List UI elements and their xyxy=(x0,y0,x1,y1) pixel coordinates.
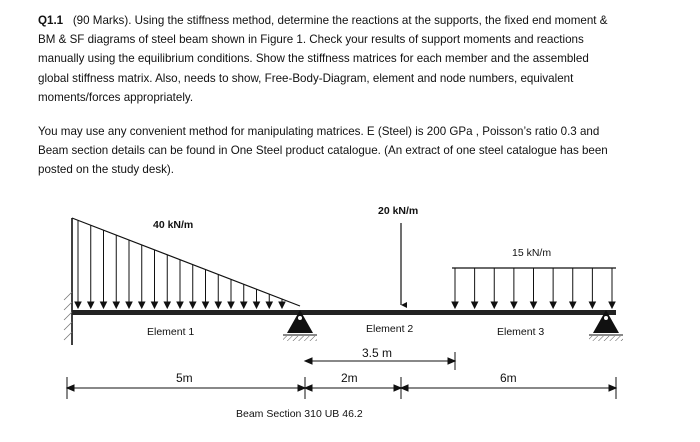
triangular-load-arrowhead xyxy=(215,302,221,308)
triangular-load xyxy=(72,218,300,308)
triangular-load-arrowhead xyxy=(190,302,196,308)
triangular-load-arrowhead xyxy=(152,302,158,308)
point-load-label: 20 kN/m xyxy=(378,205,419,217)
question-text-line: BM & SF diagrams of steel beam shown in Figure 1. Check your results of support moments and reactions xyxy=(38,33,584,47)
triangular-load-arrowhead xyxy=(88,302,94,308)
triangular-load-arrowhead xyxy=(126,302,132,308)
udl-load-label: 15 kN/m xyxy=(512,247,552,259)
element-3-label: Element 3 xyxy=(497,326,545,338)
steel-beam xyxy=(72,310,616,315)
udl-load-arrowhead xyxy=(531,302,537,308)
question-text-line: global stiffness matrix. Also, needs to show, Free-Body-Diagram, element and node numbers, equivalent xyxy=(38,71,574,85)
udl-load xyxy=(452,268,616,308)
triangular-load-arrowhead xyxy=(113,302,119,308)
triangular-load-arrowhead xyxy=(228,302,234,308)
triangular-load-arrowhead xyxy=(75,302,81,308)
triangular-load-arrowhead xyxy=(241,302,247,308)
udl-load-arrowhead xyxy=(491,302,497,308)
dimension-2m-label: 2m xyxy=(341,371,358,385)
udl-load-arrowhead xyxy=(511,302,517,308)
triangular-load-arrowhead xyxy=(139,302,145,308)
triangular-load-arrowhead xyxy=(279,302,285,308)
udl-load-arrowhead xyxy=(550,302,556,308)
instructions-text-line: Beam section details can be found in One Steel product catalogue. (An extract of one steel catalogue has been xyxy=(38,144,608,158)
question-text-line: manually using the equilibrium conditions. Show the stiffness matrices for each member and the assembled xyxy=(38,52,589,66)
wall-hatch xyxy=(64,292,72,340)
udl-load-arrowhead xyxy=(472,302,478,308)
instructions-text-line: posted on the study desk). xyxy=(38,163,174,177)
element-1-label: Element 1 xyxy=(147,326,195,338)
triangular-load-arrowhead xyxy=(254,302,260,308)
udl-load-arrowhead xyxy=(589,302,595,308)
instructions-text-line: You may use any convenient method for manipulating matrices. E (Steel) is 200 GPa , Poisson’s ratio 0.3 and xyxy=(38,125,600,138)
question-text-line: (90 Marks). Using the stiffness method, determine the reactions at the supports, the fixed end moment & xyxy=(72,14,608,27)
question-number: Q1.1 xyxy=(38,14,64,27)
dimension-5m-label: 5m xyxy=(176,371,193,385)
triangular-load-arrowhead xyxy=(266,302,272,308)
element-2-label: Element 2 xyxy=(366,323,414,335)
triangular-load-arrowhead xyxy=(177,302,183,308)
udl-load-arrowhead xyxy=(570,302,576,308)
triangular-load-label: 40 kN/m xyxy=(153,219,194,231)
dimension-3-5m-label: 3.5 m xyxy=(362,346,393,360)
triangular-load-arrowhead xyxy=(164,302,170,308)
udl-load-arrowhead xyxy=(452,302,458,308)
dimension-6m-label: 6m xyxy=(500,371,517,385)
triangular-load-arrowhead xyxy=(203,302,209,308)
udl-load-arrowhead xyxy=(609,302,615,308)
question-text-line: moments/forces appropriately. xyxy=(38,90,194,104)
triangular-load-arrowhead xyxy=(101,302,107,308)
triangular-load-outline xyxy=(72,218,300,306)
beam-section-caption: Beam Section 310 UB 46.2 xyxy=(236,408,363,420)
